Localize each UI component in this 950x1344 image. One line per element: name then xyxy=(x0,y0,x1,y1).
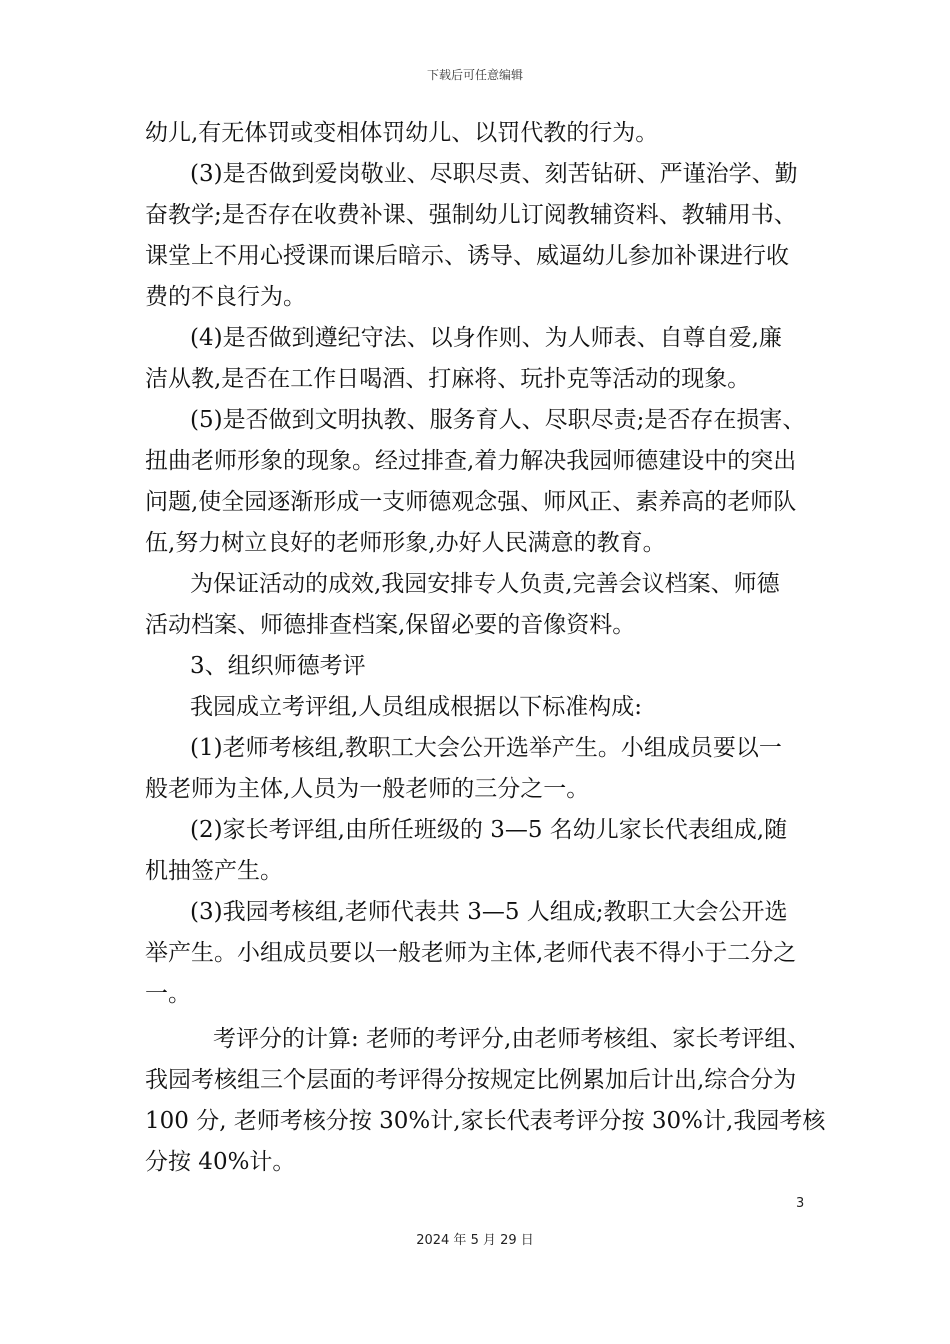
body-line: 活动档案、师德排查档案,保留必要的音像资料。 xyxy=(145,612,636,638)
body-line: 扭曲老师形象的现象。经过排查,着力解决我园师德建设中的突出 xyxy=(145,448,797,474)
body-line: 幼儿,有无体罚或变相体罚幼儿、以罚代教的行为。 xyxy=(145,120,659,146)
body-line: 机抽签产生。 xyxy=(145,858,283,884)
body-line: 分按 40%计。 xyxy=(145,1149,296,1175)
page-number: 3 xyxy=(796,1196,805,1211)
body-line: 我园成立考评组,人员组成根据以下标准构成: xyxy=(190,694,643,720)
body-line: (2)家长考评组,由所任班级的 3—5 名幼儿家长代表组成,随 xyxy=(190,817,788,843)
body-line: 伍,努力树立良好的老师形象,办好人民满意的教育。 xyxy=(145,530,666,556)
body-line: 课堂上不用心授课而课后暗示、诱导、威逼幼儿参加补课进行收 xyxy=(145,243,789,269)
body-line: (5)是否做到文明执教、服务育人、尽职尽责;是否存在损害、 xyxy=(190,407,806,433)
body-line: 我园考核组三个层面的考评得分按规定比例累加后计出,综合分为 xyxy=(145,1067,797,1093)
body-line: (3)我园考核组,老师代表共 3—5 人组成;教职工大会公开选 xyxy=(190,899,788,925)
body-line: 举产生。小组成员要以一般老师为主体,老师代表不得小于二分之 xyxy=(145,940,797,966)
body-line: 为保证活动的成效,我园安排专人负责,完善会议档案、师德 xyxy=(190,571,780,597)
body-line: 问题,使全园逐渐形成一支师德观念强、师风正、素养高的老师队 xyxy=(145,489,797,515)
header-note: 下载后可任意编辑 xyxy=(426,68,523,82)
body-line: (4)是否做到遵纪守法、以身作则、为人师表、自尊自爱,廉 xyxy=(190,325,782,351)
body-line: 洁从教,是否在工作日喝酒、打麻将、玩扑克等活动的现象。 xyxy=(145,366,751,392)
body-line: 100 分, 老师考核分按 30%计,家长代表考评分按 30%计,我园考核 xyxy=(145,1108,826,1134)
body-line: 一。 xyxy=(145,981,191,1007)
body-line: 考评分的计算: 老师的考评分,由老师考核组、家长考评组、 xyxy=(213,1026,811,1052)
body-line: 般老师为主体,人员为一般老师的三分之一。 xyxy=(145,776,590,802)
body-line: 奋教学;是否存在收费补课、强制幼儿订阅教辅资料、教辅用书、 xyxy=(145,202,797,228)
body-line: 费的不良行为。 xyxy=(145,284,306,310)
section-heading: 3、组织师德考评 xyxy=(190,653,366,679)
footer-date: 2024 年 5 月 29 日 xyxy=(416,1233,534,1248)
body-line: (1)老师考核组,教职工大会公开选举产生。小组成员要以一 xyxy=(190,735,782,761)
body-line: (3)是否做到爱岗敬业、尽职尽责、刻苦钻研、严谨治学、勤 xyxy=(190,161,798,187)
